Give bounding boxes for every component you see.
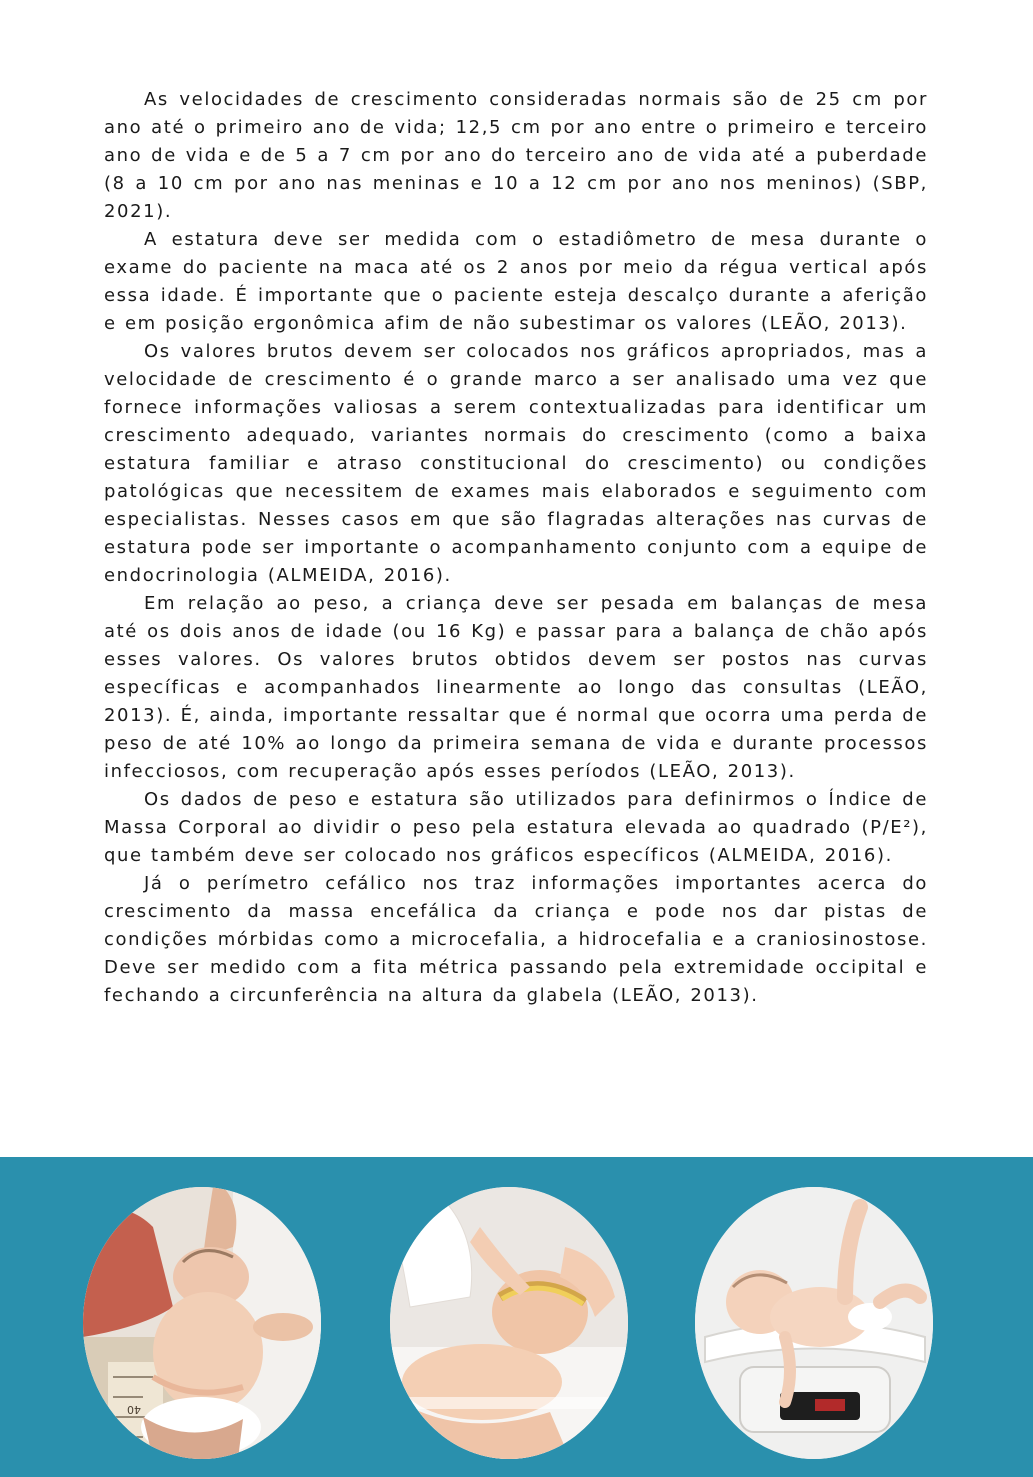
paragraph-weight: Em relação ao peso, a criança deve ser pesada em balanças de mesa até os dois anos de idade (ou 16 Kg) e passar para a balança de chão após esses valores. Os valores brutos obtidos devem ser postos nas curvas específicas e acompanhados linearmente ao longo das consultas (LEÃO, 2013). É, ainda, importante ressaltar que é normal que ocorra uma perda de peso de até 10% ao longo da primeira semana de vida e durante processos infecciosos, com recuperação após esses períodos (LEÃO, 2013). [104, 593, 928, 782]
paragraph-raw-values: Os valores brutos devem ser colocados nos gráficos apropriados, mas a velocidade de crescimento é o grande marco a ser analisado uma vez que fornece informações valiosas a serem contextualizadas para identificar um crescimento adequado, variantes normais do crescimento (como a baixa estatura familiar e atraso constitucional do crescimento) ou condições patológicas que necessitem de exames mais elaborados e seguimento com especialistas. Nesses casos em que são flagradas alterações nas curvas de estatura pode ser importante o acompanhamento conjunto com a equipe de endocrinologia (ALMEIDA, 2016). [104, 341, 928, 586]
paragraph-bmi: Os dados de peso e estatura são utilizados para definirmos o Índice de Massa Corporal ao dividir o peso pela estatura elevada ao quadrado (P/E²), que também deve ser colocado nos gráficos específicos (ALMEIDA, 2016). [104, 789, 928, 866]
photo-baby-stadiometer [83, 1187, 321, 1459]
body-text [104, 86, 928, 1010]
paragraph-head-circumference: Já o perímetro cefálico nos traz informações importantes acerca do crescimento da massa encefálica da criança e pode nos dar pistas de condições mórbidas como a microcefalia, a hidrocefalia e a craniosinostose. Deve ser medido com a fita métrica passando pela extremidade occipital e fechando a circunferência na altura da glabela (LEÃO, 2013). [104, 873, 928, 1006]
photo-head-circumference [390, 1187, 628, 1459]
baby-scale-illustration [695, 1187, 933, 1459]
paragraph-growth-velocity: As velocidades de crescimento consideradas normais são de 25 cm por ano até o primeiro ano de vida; 12,5 cm por ano entre o primeiro e terceiro ano de vida e de 5 a 7 cm por ano do terceiro ano de vida até a puberdade (8 a 10 cm por ano nas meninas e 10 a 12 cm por ano nos meninos) (SBP, 2021). [104, 89, 928, 222]
head-circumference-illustration [390, 1187, 628, 1459]
baby-stadiometer-illustration [83, 1187, 321, 1459]
photo-baby-scale [695, 1187, 933, 1459]
ruler-number: 40 [127, 1403, 141, 1416]
paragraph-height-measurement: A estatura deve ser medida com o estadiômetro de mesa durante o exame do paciente na maca até os 2 anos por meio da régua vertical após essa idade. É importante que o paciente esteja descalço durante a aferição e em posição ergonômica afim de não subestimar os valores (LEÃO, 2013). [104, 229, 928, 334]
